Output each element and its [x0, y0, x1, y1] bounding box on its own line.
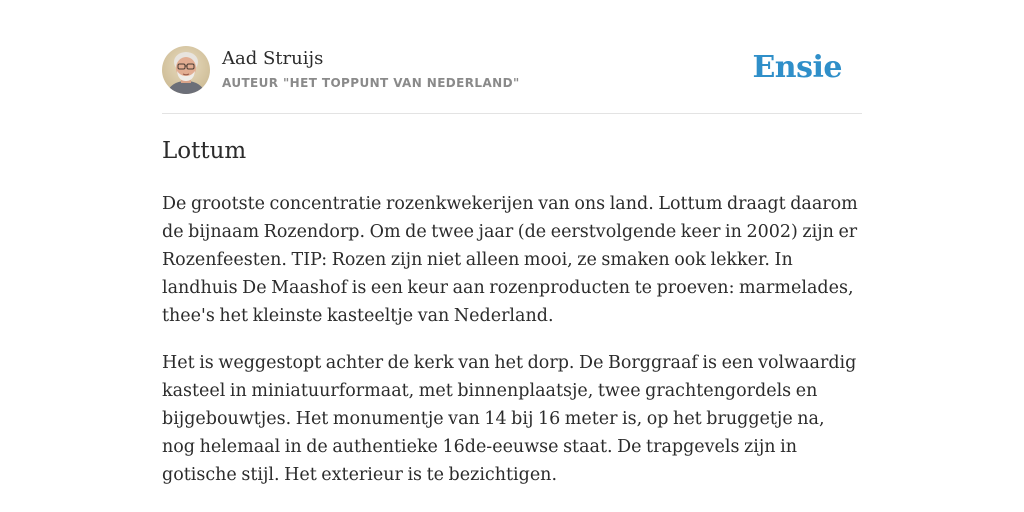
brand-logo[interactable]: Ensie	[752, 50, 842, 85]
avatar-photo	[162, 46, 210, 94]
article-title: Lottum	[162, 138, 247, 164]
author-role: AUTEUR "HET TOPPUNT VAN NEDERLAND"	[222, 76, 520, 90]
article-paragraph: Het is weggestopt achter de kerk van het dorp. De Borggraaf is een volwaardig kasteel in miniatuurformaat, met binnenplaatsje, twee grachtengordels en bijgebouwtjes. Het monumentje van 14 bij 16 meter is, op het bruggetje na, nog helemaal in de authentieke 16de-eeuwse staat. De trapgevels zijn in gotische stijl. Het exterieur is te bezichtigen.	[162, 353, 857, 485]
author-header	[162, 46, 862, 96]
article-paragraph: De grootste concentratie rozenkwekerijen van ons land. Lottum draagt daarom de bijnaam Rozendorp. Om de twee jaar (de eerstvolgende keer in 2002) zijn er Rozenfeesten. TIP: Rozen zijn niet alleen mooi, ze smaken ook lekker. In landhuis De Maashof is een keur aan rozenproducten te proeven: marmelades, thee's het kleinste kasteeltje van Nederland.	[162, 194, 858, 326]
author-name[interactable]: Aad Struijs	[222, 48, 324, 69]
header-divider	[162, 113, 862, 114]
article-body	[162, 190, 862, 508]
author-avatar[interactable]	[162, 46, 210, 94]
